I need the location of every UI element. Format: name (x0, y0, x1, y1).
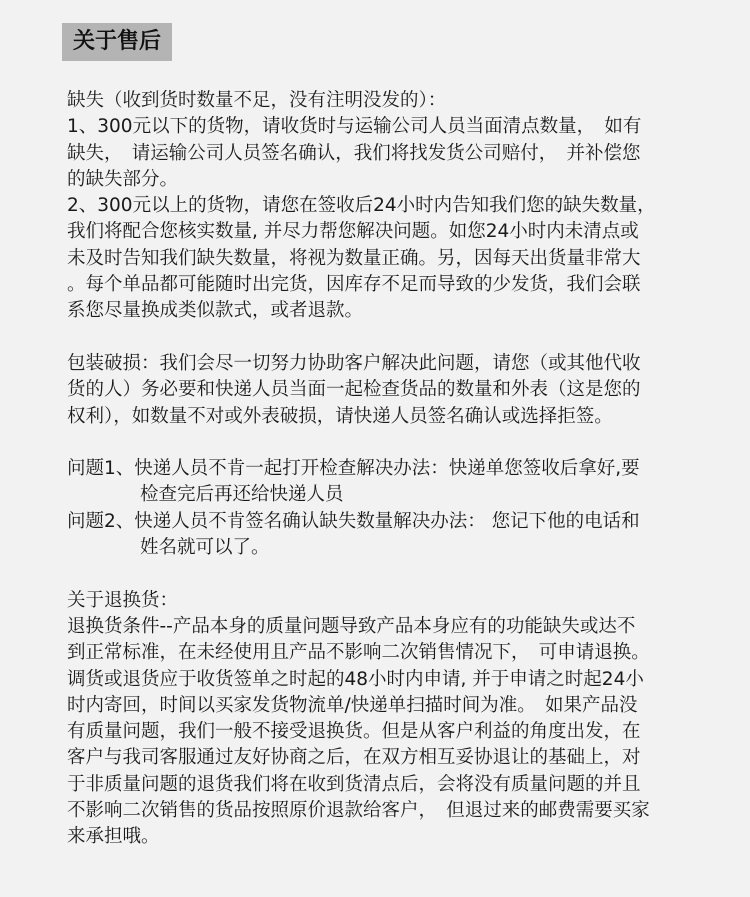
after-sales-content (67, 88, 747, 851)
paragraph-line: 1、300元以下的货物，请收货时与运输公司人员当面清点数量， 如有 (67, 116, 642, 138)
paragraph-line: 未及时告知我们缺失数量，将视为数量正确。另，因每天出货量非常大 (67, 247, 641, 269)
paragraph-line: 我们将配合您核实数量, 并尽力帮您解决问题。如您24小时内未清点或 (67, 221, 639, 243)
paragraph-line: 有质量问题，我们一般不接受退换货。但是从客户利益的角度出发，在 (67, 721, 641, 743)
question-1-continued: 检查完后再还给快递人员 (140, 484, 344, 506)
paragraph-line: 于非质量问题的退货我们将在收到货清点后，会将没有质量问题的并且 (67, 773, 641, 795)
question-1: 问题1、快递人员不肯一起打开检查解决办法：快递单您签收后拿好,要 (67, 458, 640, 480)
paragraph-line: 到正常标准，在未经使用且产品不影响二次销售情况下， 可申请退换。 (67, 642, 650, 664)
paragraph-line: 时内寄回，时间以买家发货物流单/快递单扫描时间为准。 如果产品没 (67, 694, 638, 716)
paragraph-line: 客户与我司客服通过友好协商之后，在双方相互妥协退让的基础上，对 (67, 747, 641, 769)
paragraph-line: 缺失， 请运输公司人员签名确认，我们将找发货公司赔付， 并补偿您 (67, 142, 641, 164)
paragraph-line: 来承担哦。 (67, 826, 160, 848)
returns-section (67, 588, 747, 851)
paragraph-line: 系您尽量换成类似款式，或者退款。 (67, 300, 364, 322)
paragraph-line: 不影响二次销售的货品按照原价退款给客户， 但退过来的邮费需要买家 (67, 800, 650, 822)
questions-section (67, 456, 747, 561)
shortage-heading: 缺失（收到货时数量不足，没有注明没发的）： (67, 90, 447, 111)
returns-heading: 关于退换货： (67, 589, 179, 611)
question-2: 问题2、快递人员不肯签名确认缺失数量解决办法： 您记下他的电话和 (67, 510, 640, 532)
page-title: 关于售后 (62, 23, 172, 61)
shortage-section (67, 88, 747, 325)
question-2-continued: 姓名就可以了。 (140, 537, 270, 559)
paragraph-line: 货的人）务必要和快递人员当面一起检查货品的数量和外表（这是您的 (67, 379, 641, 401)
paragraph-line: 调货或退货应于收货签单之时起的48小时内申请, 并于申请之时起24小 (67, 668, 644, 690)
paragraph-line: 退换货条件--产品本身的质量问题导致产品本身应有的功能缺失或达不 (67, 615, 636, 637)
paragraph-line: 。每个单品都可能随时出完货，因库存不足而导致的少发货，我们会联 (67, 274, 641, 296)
paragraph-line: 的缺失部分。 (67, 168, 179, 190)
paragraph-line: 权利），如数量不对或外表破损，请快递人员签名确认或选择拒签。 (67, 405, 613, 427)
paragraph-line: 2、300元以上的货物，请您在签收后24小时内告知我们您的缺失数量， (67, 195, 656, 217)
paragraph-line: 包装破损：我们会尽一切努力协助客户解决此问题，请您（或其他代收 (67, 352, 641, 374)
damage-section (67, 351, 747, 430)
